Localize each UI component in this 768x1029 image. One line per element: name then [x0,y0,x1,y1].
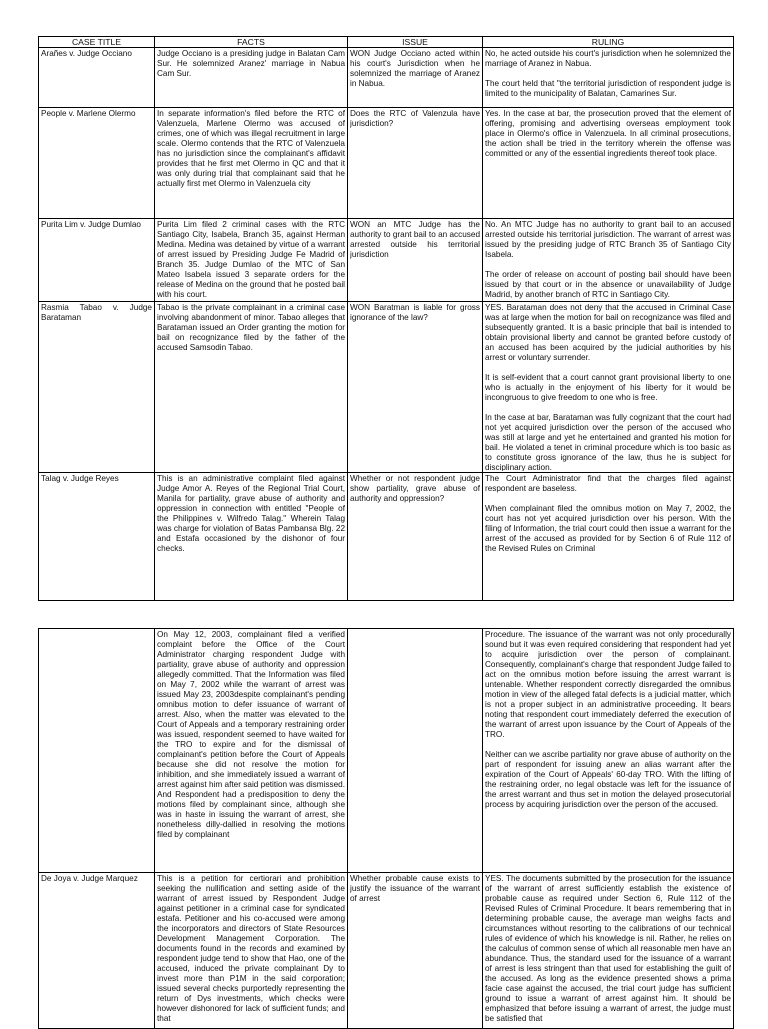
facts-cell [155,219,348,302]
issue-cell [348,219,483,302]
table-row [39,473,734,601]
case-title-cell [39,48,155,108]
facts-text: On May 12, 2003, complainant filed a verified complaint before the Office of the Court Administrator charging respondent Judge with partiality, grave abuse of authority and oppression allegedly committed. That the Information was filed on May 7, 2002 while the warrant of arrest was issued May 23, 2003despite complainant's pending omnibus motion to defer issuance of warrant of arrest. Also, when the matter was elevated to the Court of Appeals and a temporary restraining order was issued, respondent seemed to have waited for the TRO to expire and for the dismissal of complainant's petition before the Court of Appeals because she did not resolve the motion for inhibition, and she immediately issued a warrant of arrest against him after said petition was dismissed. And Respondent had a predisposition to deny the motions filed by complainant since, although she was in haste in issuing the warrant of arrest, she nonetheless dilly-dallied in resolving the motions filed by complainant [157,630,345,839]
ruling-paragraph: No, he acted outside his court's jurisdiction when he solemnized the marriage of Aranez in Nabua. [485,49,731,68]
issue-text: WON an MTC Judge has the authority to grant bail to an accused arrested outside his territorial jurisdiction [350,220,480,259]
facts-cell [155,873,348,1029]
case-title-cell [39,473,155,601]
table-body [39,48,734,601]
facts-cell [155,108,348,219]
case-title-text: Arañes v. Judge Occiano [41,49,132,58]
ruling-paragraph: In the case at bar, Barataman was fully cognizant that the court had not yet acquired jurisdiction over the person of the accused who was still at large and yet he entertained and granted his motion for bail. He violated a tenet in criminal procedure which is too basic as to constitute gross ignorance of the law, thus he is subject for disciplinary action. [485,413,731,471]
ruling-cell [483,873,734,1029]
ruling-cell [483,108,734,219]
ruling-cell [483,302,734,473]
case-title-text: Talag v. Judge Reyes [41,474,119,483]
issue-cell [348,473,483,601]
facts-text: Purita Lim filed 2 criminal cases with the RTC Santiago City, Isabela, Branch 35, against Herman Medina. Medina was detained by virtue of a warrant of arrest issued by Presiding Judge Fe Madrid of Branch 35. Judge Dumlao of the MTC of San Mateo Isabela issued 3 separate orders for the release of Medina on the ground that he posted bail with his court. [157,220,345,299]
facts-cell [155,302,348,473]
ruling-paragraph: Yes. In the case at bar, the prosecution proved that the element of offering, promising and advertising overseas employment took place in Olermo's office in Valenzuela. In all criminal prosecutions, the action shall be tried in the territory wherein the offense was committed or any of the essential ingredients thereof took place. [485,109,731,158]
ruling-paragraph: Neither can we ascribe partiality nor grave abuse of authority on the part of respondent for issuing anew an alias warrant after the expiration of the Court of Appeals' 60-day TRO. With the lifting of the restraining order, no legal obstacle was left for the issuance of the arrest warrant and thus set in motion the delayed prosecutorial process by acquiring jurisdiction over the person of the accused. [485,750,731,809]
issue-cell [348,873,483,1029]
ruling-paragraph: The court held that "the territorial jurisdiction of respondent judge is limited to the municipality of Balatan, Camarines Sur. [485,79,731,98]
table-row [39,302,734,473]
case-digest-table-page-1 [38,36,734,601]
table-body [39,629,734,1029]
issue-text: Does the RTC of Valenzula have jurisdiction? [350,109,480,128]
ruling-paragraph: The order of release on account of posting bail should have been issued by that court or in the absence or unavailability of Judge Madrid, by another branch of RTC in Santiago City. [485,270,731,299]
ruling-cell [483,219,734,302]
issue-text: WON Judge Occiano acted within his court's Jurisdiction when he solemnized the marriage of Aranez in Nabua. [350,49,480,88]
header-ruling: RULING [483,37,734,48]
ruling-paragraph: No. An MTC Judge has no authority to grant bail to an accused arrested outside his territorial jurisdiction. The warrant of arrest was issued by the presiding judge of RTC Branch 35 of Santiago City Isabela. [485,220,731,259]
ruling-paragraph: YES. The documents submitted by the prosecution for the issuance of the warrant of arrest sufficiently establish the existence of probable cause as required under Section 6, Rule 112 of the Revised Rules of Criminal Procedure. It bears remembering that in determining probable cause, the average man weighs facts and circumstances without resorting to the calibrations of our technical rules of evidence of which his knowledge is nil. Rather, he relies on the calculus of common sense of which all reasonable men have an abundance. Thus, the standard used for the issuance of a warrant of arrest is less stringent than that used for establishing the guilt of the accused. As long as the evidence presented shows a prima facie case against the accused, the trial court judge has sufficient ground to issue a warrant of arrest against him. It should be emphasized that before issuing a warrant of arrest, the judge must be satisfied that [485,874,731,1023]
facts-text: Tabao is the private complainant in a criminal case involving abandonment of minor. Tabao alleges that Barataman issued an Order granting the motion for bail on recognizance filed by the father of the accused Samsodin Tabao. [157,303,345,352]
case-digest-table-page-2 [38,628,734,1029]
ruling-paragraph: It is self-evident that a court cannot grant provisional liberty to one who is actually in the enjoyment of his liberty for it would be incongruous to give freedom to one who is free. [485,373,731,402]
issue-cell [348,48,483,108]
facts-cell [155,629,348,873]
ruling-cell [483,48,734,108]
ruling-paragraph: When complainant filed the omnibus motion on May 7, 2002, the court has not yet acquired jurisdiction over his person. With the filing of Information, the trial court could then issue a warrant for the arrest of the accused as provided for by Section 6 of Rule 112 of the Revised Rules on Criminal [485,504,731,553]
issue-cell [348,629,483,873]
header-issue: ISSUE [348,37,483,48]
issue-cell [348,302,483,473]
ruling-paragraph: YES. Barataman does not deny that the accused in Criminal Case was at large when the motion for bail on recognizance was filed and subsequently granted. It is a basic principle that bail is intended to obtain provisional liberty and cannot be granted before custody of an accused has been acquired by the judicial authorities by his arrest or voluntary surrender. [485,303,731,362]
table-row [39,48,734,108]
header-case-title: CASE TITLE [39,37,155,48]
case-title-text: Rasmia Tabao v. Judge Barataman [41,303,152,322]
facts-text: In separate information's filed before the RTC of Valenzuela, Marlene Olermo was accused of crimes, one of which was illegal recruitment in large scale. Olermo contends that the RTC of Valenzuela has no jurisdiction since the complainant's affidavit provides that he first met Olermo in QC and that it was only during trial that complainant said that he actually first met Olermo in Valenzuela city [157,109,345,188]
issue-text: Whether probable cause exists to justify the issuance of the warrant of arrest [350,874,480,903]
facts-text: This is an administrative complaint filed against Judge Amor A. Reyes of the Regional Trial Court, Manila for partiality, grave abuse of authority and oppression in connection with entitled "People of the Philippines v. Wilfredo Talag." Wherein Talag was charge for violation of Batas Pambansa Blg. 22 and Estafa occasioned by the dishonor of four checks. [157,474,345,553]
facts-text: Judge Occiano is a presiding judge in Balatan Cam Sur. He solemnized Aranez' marriage in Nabua Cam Sur. [157,49,345,78]
case-title-cell [39,219,155,302]
ruling-paragraph: Procedure. The issuance of the warrant was not only procedurally sound but it was even required considering that respondent had yet to acquire jurisdiction over the person of complainant. Consequently, complainant's charge that respondent Judge failed to act on the omnibus motion before issuing the arrest warrant is untenable. Whether respondent correctly disregarded the omnibus motion in view of the alleged fatal defects is a judicial matter, which is not a proper subject in an administrative proceeding. It bears noting that respondent court immediately deferred the execution of the warrant of arrest upon issuance by the Court of Appeals of the TRO. [485,630,731,739]
table-row [39,108,734,219]
ruling-paragraph: The Court Administrator find that the charges filed against respondent are baseless. [485,474,731,493]
issue-text: WON Baratman is liable for gross ignorance of the law? [350,303,480,322]
table-row [39,629,734,873]
ruling-cell [483,473,734,601]
case-title-cell [39,873,155,1029]
facts-cell [155,473,348,601]
case-title-cell [39,108,155,219]
case-title-text: De Joya v. Judge Marquez [41,874,138,883]
issue-text: Whether or not respondent judge show partiality, grave abuse of authority and oppression? [350,474,480,503]
facts-text: This is a petition for certiorari and prohibition seeking the nullification and setting aside of the warrant of arrest issued by Respondent Judge against petitioner in a criminal case for syndicated estafa. Petitioner and his co-accused were among the incorporators and directors of State Resources Development Management Corporation. The documents found in the records and examined by respondent judge tend to show that Hao, one of the accused, induced the private complainant Dy to invest more than P1M in the said corporation; issued several checks purportedly representing the return of Dys investments, which checks were however dishonored for lack of sufficient funds; and that [157,874,345,1023]
case-title-text: People v. Marlene Olermo [41,109,136,118]
case-title-text: Purita Lim v. Judge Dumlao [41,220,141,229]
case-title-cell [39,629,155,873]
ruling-cell [483,629,734,873]
header-facts: FACTS [155,37,348,48]
table-header-row [39,37,734,48]
table-row [39,873,734,1029]
table-row [39,219,734,302]
facts-cell [155,48,348,108]
case-title-cell [39,302,155,473]
issue-cell [348,108,483,219]
